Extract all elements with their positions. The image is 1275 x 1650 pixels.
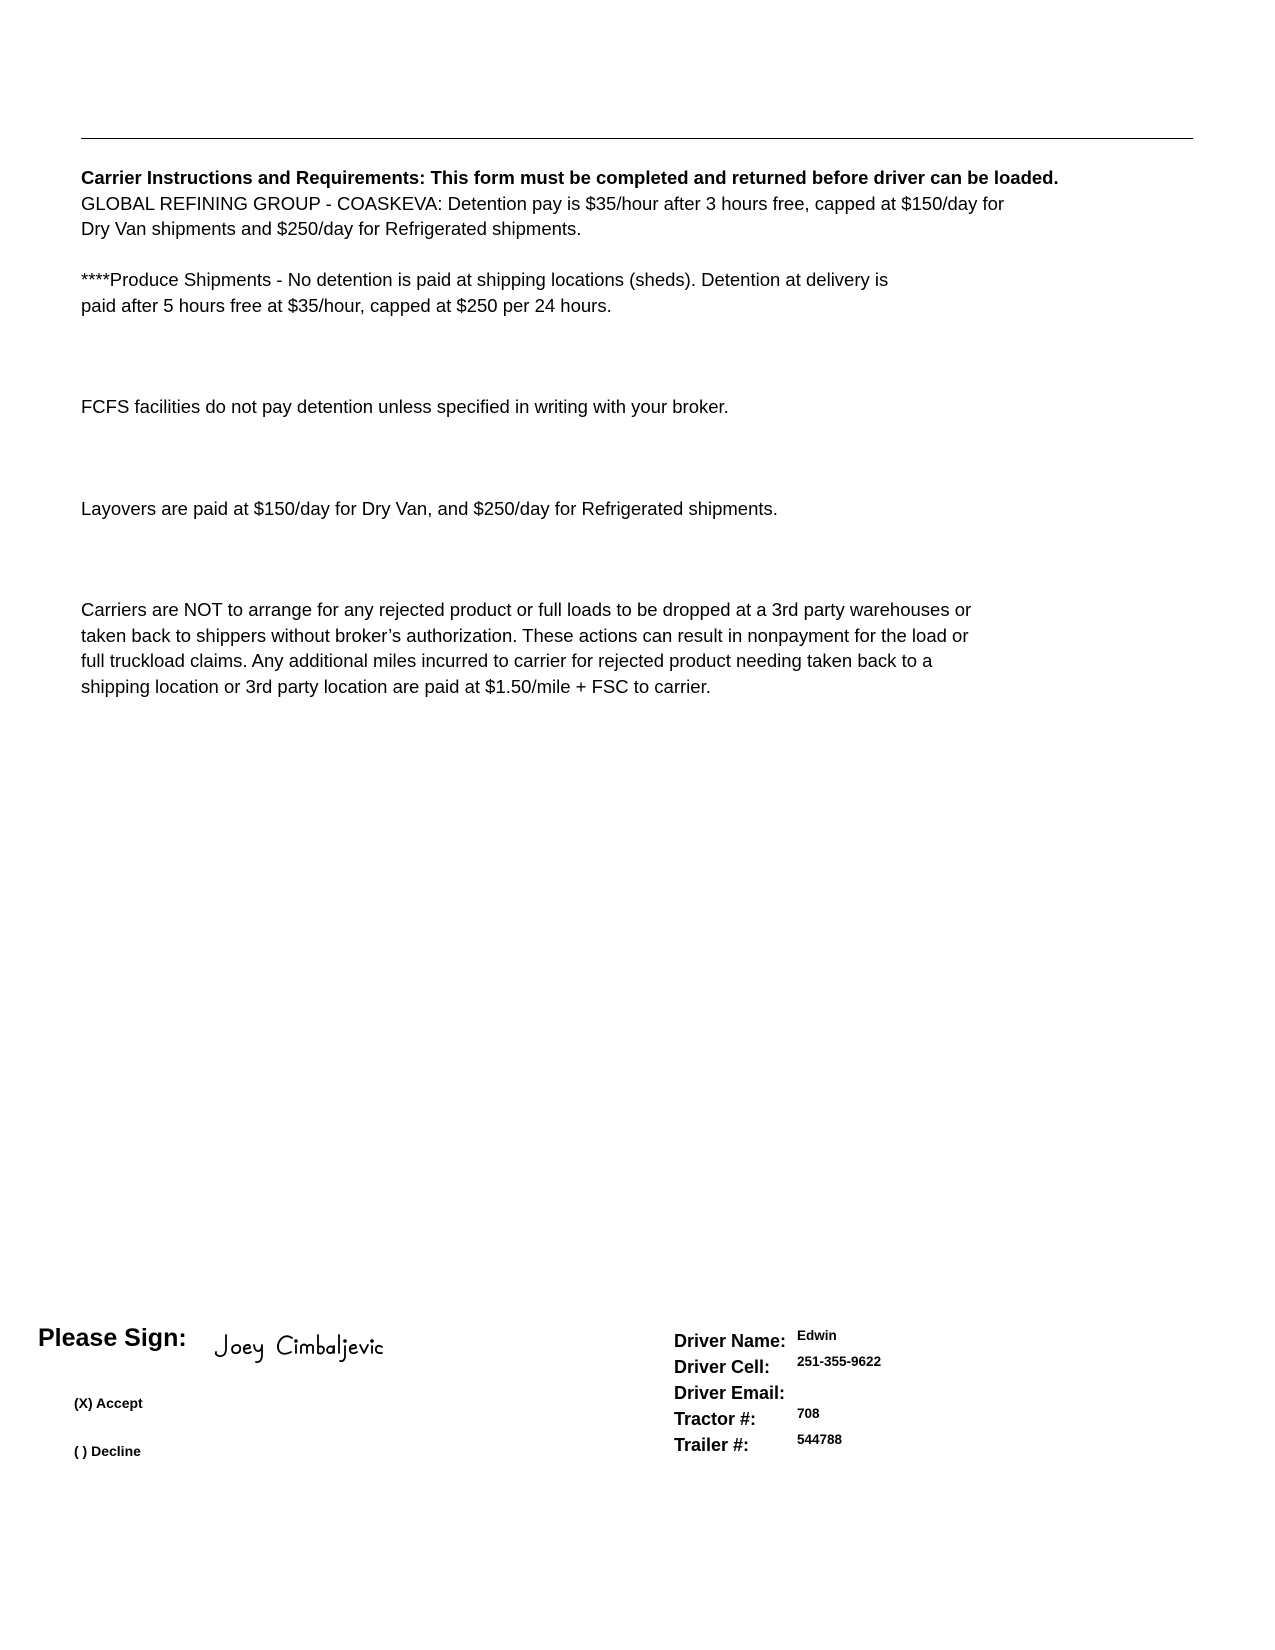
handwritten-signature[interactable] bbox=[212, 1326, 442, 1366]
please-sign-label: Please Sign: bbox=[38, 1324, 187, 1352]
carriers-line-4: shipping location or 3rd party location are paid at $1.50/mile + FSC to carrier. bbox=[81, 675, 711, 697]
driver-name-label: Driver Name: bbox=[674, 1331, 787, 1351]
carrier-instructions-section bbox=[81, 165, 1059, 242]
driver-name-value[interactable]: Edwin bbox=[797, 1328, 837, 1343]
driver-cell-row bbox=[674, 1354, 1034, 1383]
produce-line-2: paid after 5 hours free at $35/hour, capped at $250 per 24 hours. bbox=[81, 294, 612, 316]
fcfs-section bbox=[81, 394, 729, 420]
tractor-number-label: Tractor #: bbox=[674, 1409, 757, 1429]
fcfs-line-1: FCFS facilities do not pay detention unless specified in writing with your broker. bbox=[81, 396, 729, 417]
driver-cell-value[interactable]: 251-355-9622 bbox=[797, 1354, 882, 1369]
driver-cell-label: Driver Cell: bbox=[674, 1357, 771, 1377]
driver-email-label: Driver Email: bbox=[674, 1383, 786, 1403]
trailer-number-row bbox=[674, 1432, 1034, 1461]
decline-option[interactable]: ( ) Decline bbox=[74, 1443, 141, 1459]
tractor-number-value[interactable]: 708 bbox=[797, 1406, 820, 1421]
produce-shipments-section bbox=[81, 267, 888, 318]
layovers-section bbox=[81, 496, 778, 522]
layovers-line-1: Layovers are paid at $150/day for Dry Van, and $250/day for Refrigerated shipments. bbox=[81, 498, 778, 519]
instructions-heading: Carrier Instructions and Requirements: This form must be completed and returned before driver can be loaded. bbox=[81, 167, 1059, 188]
header-divider bbox=[81, 138, 1193, 139]
carriers-line-1: Carriers are NOT to arrange for any rejected product or full loads to be dropped at a 3rd party warehouses or bbox=[81, 599, 972, 620]
tractor-number-row bbox=[674, 1406, 1034, 1435]
carriers-rejected-product-section bbox=[81, 597, 971, 699]
carriers-line-3: full truckload claims. Any additional miles incurred to carrier for rejected product needing taken back to a bbox=[81, 650, 933, 671]
trailer-number-value[interactable]: 544788 bbox=[797, 1432, 843, 1447]
accept-option[interactable]: (X) Accept bbox=[74, 1395, 143, 1411]
driver-email-row bbox=[674, 1383, 1034, 1409]
trailer-number-label: Trailer #: bbox=[674, 1435, 750, 1455]
instructions-line-2: Dry Van shipments and $250/day for Refrigerated shipments. bbox=[81, 218, 582, 239]
instructions-line-1: GLOBAL REFINING GROUP - COASKEVA: Detention pay is $35/hour after 3 hours free, capped at $150/day for bbox=[81, 192, 1005, 214]
carriers-line-2: taken back to shippers without broker’s authorization. These actions can result in nonpayment for the load or bbox=[81, 624, 969, 646]
produce-line-1: ****Produce Shipments - No detention is paid at shipping locations (sheds). Detention at delivery is bbox=[81, 269, 889, 290]
